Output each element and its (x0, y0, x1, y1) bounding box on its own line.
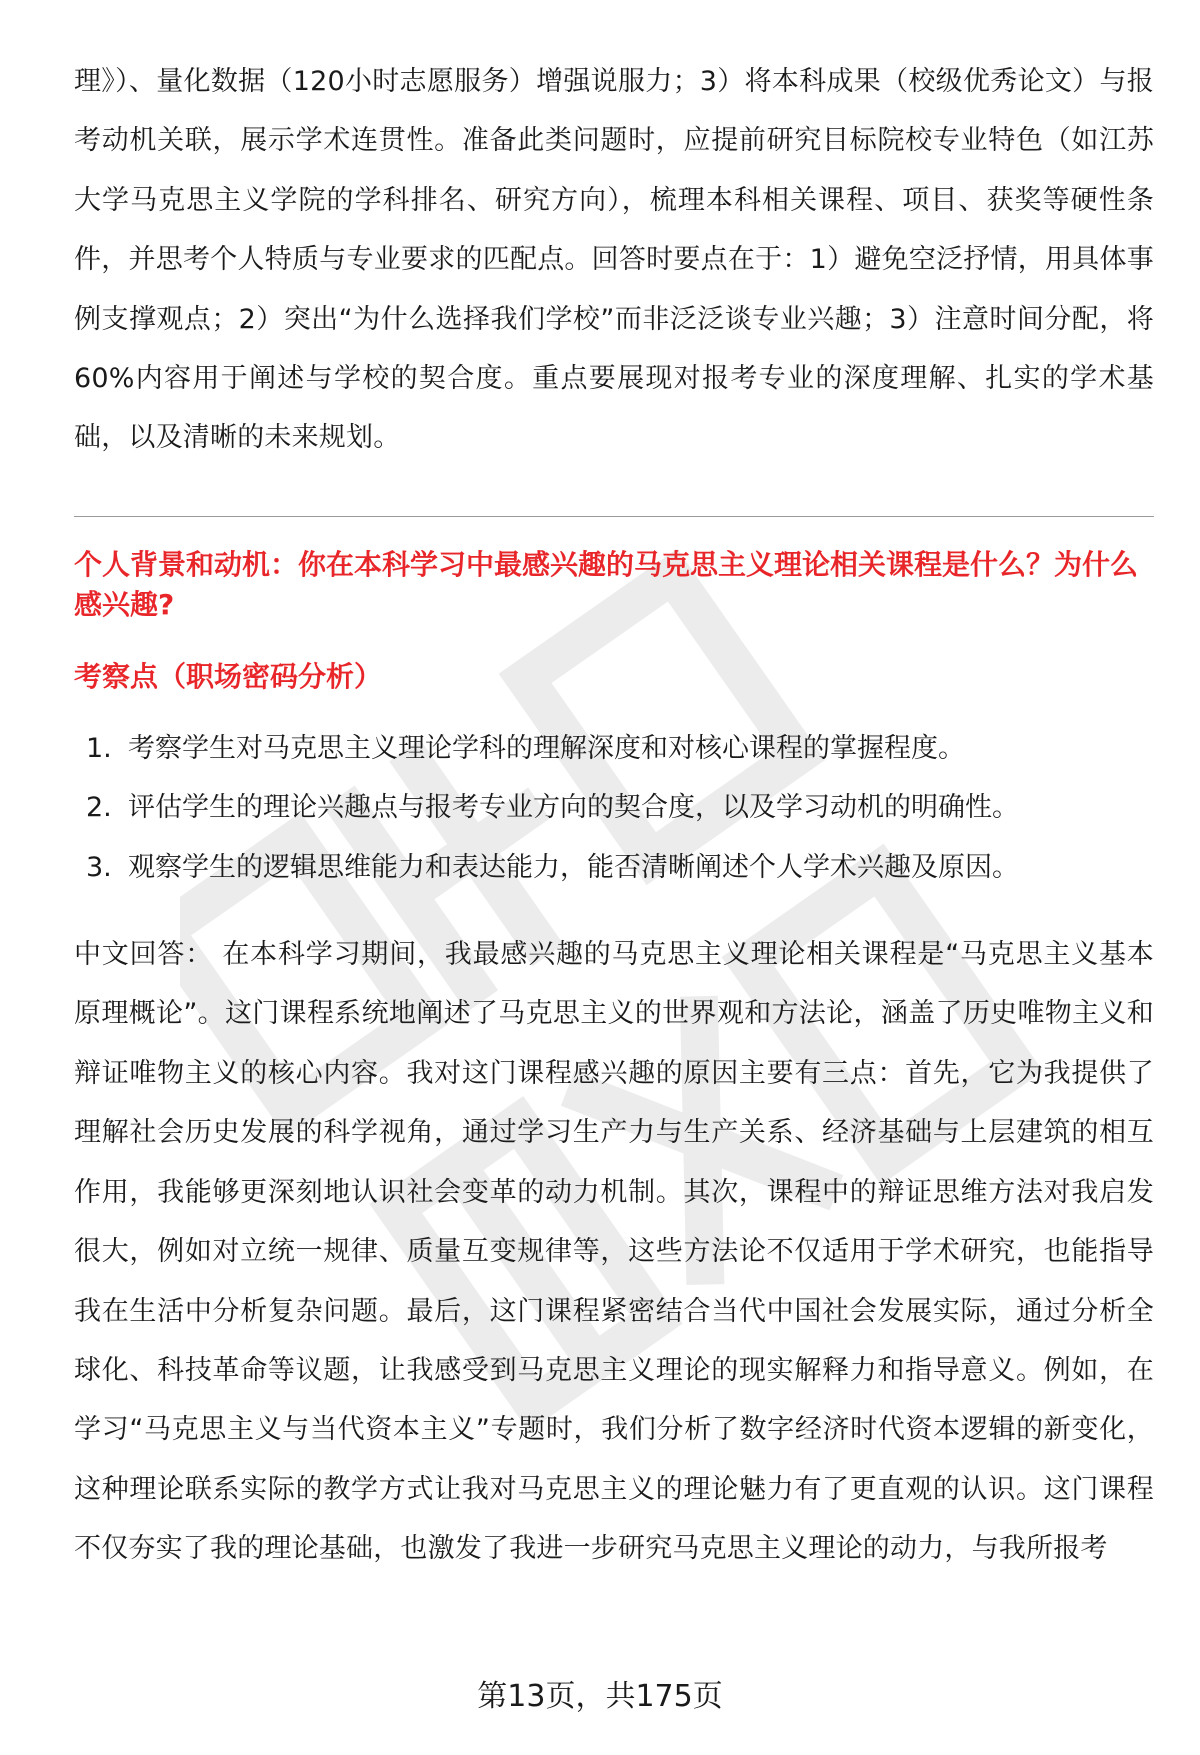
intro-paragraph: 理》）、量化数据（120小时志愿服务）增强说服力；3）将本科成果（校级优秀论文）与报考动机关联，展示学术连贯性。准备此类问题时，应提前研究目标院校专业特色（如江苏大学马克思主义学院的学科排名、研究方向），梳理本科相关课程、项目、获奖等硬性条件，并思考个人特质与专业要求的匹配点。回答时要点在于：1）避免空泛抒情，用具体事例支撑观点；2）突出“为什么选择我们学校”而非泛泛谈专业兴趣；3）注意时间分配，将60%内容用于阐述与学校的契合度。重点要展现对报考专业的深度理解、扎实的学术基础，以及清晰的未来规划。 (74, 66, 1154, 454)
list-item-text: 评估学生的理论兴趣点与报考专业方向的契合度，以及学习动机的明确性。 (128, 792, 1019, 824)
list-item (74, 838, 1154, 897)
assessment-points-list (74, 719, 1154, 897)
list-item-number: 2. (86, 792, 112, 824)
page-content (74, 52, 1154, 1579)
list-item-text: 考察学生对马克思主义理论学科的理解深度和对核心课程的掌握程度。 (128, 732, 965, 764)
list-item (74, 719, 1154, 778)
answer-paragraph: 中文回答： 在本科学习期间，我最感兴趣的马克思主义理论相关课程是“马克思主义基本原理概论”。这门课程系统地阐述了马克思主义的世界观和方法论，涵盖了历史唯物主义和辩证唯物主义的核心内容。我对这门课程感兴趣的原因主要有三点：首先，它为我提供了理解社会历史发展的科学视角，通过学习生产力与生产关系、经济基础与上层建筑的相互作用，我能够更深刻地认识社会变革的动力机制。其次，课程中的辩证思维方法对我启发很大，例如对立统一规律、质量互变规律等，这些方法论不仅适用于学术研究，也能指导我在生活中分析复杂问题。最后，这门课程紧密结合当代中国社会发展实际，通过分析全球化、科技革命等议题，让我感受到马克思主义理论的现实解释力和指导意义。例如，在学习“马克思主义与当代资本主义”专题时，我们分析了数字经济时代资本逻辑的新变化，这种理论联系实际的教学方式让我对马克思主义的理论魅力有了更直观的认识。这门课程不仅夯实了我的理论基础，也激发了我进一步研究马克思主义理论的动力，与我所报考 (74, 939, 1154, 1565)
list-item-number: 1. (86, 732, 112, 764)
list-item-number: 3. (86, 851, 112, 883)
list-item-text: 观察学生的逻辑思维能力和表达能力，能否清晰阐述个人学术兴趣及原因。 (128, 851, 1019, 883)
interview-question-heading: 个人背景和动机：你在本科学习中最感兴趣的马克思主义理论相关课程是什么？为什么感兴趣? (74, 547, 1139, 621)
section-divider (74, 516, 1154, 517)
page-number-footer: 第13页，共175页 (477, 1679, 723, 1714)
assessment-points-heading: 考察点（职场密码分析） (74, 659, 383, 693)
list-item (74, 778, 1154, 837)
